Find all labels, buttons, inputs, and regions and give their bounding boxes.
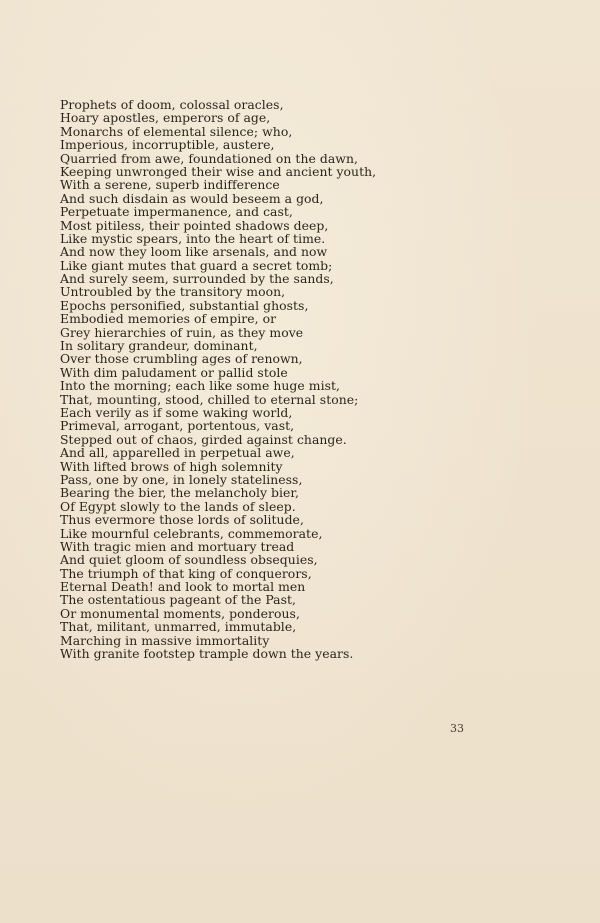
poem-line: Untroubled by the transitory moon, — [60, 284, 286, 300]
poem-line: Embodied memories of empire, or — [60, 311, 277, 327]
poem-line: With tragic mien and mortuary tread — [60, 538, 295, 554]
poem-line: Like giant mutes that guard a secret tomb; — [60, 257, 333, 273]
poem-line: With a serene, superb indifference — [60, 177, 280, 193]
poem-line: Like mystic spears, into the heart of time. — [60, 230, 326, 246]
poem-line: Epochs personified, substantial ghosts, — [60, 297, 309, 313]
poem-line: Over those crumbling ages of renown, — [60, 351, 303, 367]
poem-line: Or monumental moments, ponderous, — [60, 605, 300, 621]
poem-line: The ostentatious pageant of the Past, — [60, 592, 297, 608]
poem-line: Keeping unwronged their wise and ancient youth, — [60, 163, 377, 179]
poem-line: And quiet gloom of soundless obsequies, — [60, 552, 318, 568]
poem-line: Hoary apostles, emperors of age, — [60, 110, 271, 126]
poem-line: That, militant, unmarred, immutable, — [60, 619, 297, 635]
poem-line: Of Egypt slowly to the lands of sleep. — [60, 498, 296, 514]
poem-line: That, mounting, stood, chilled to eternal stone; — [60, 391, 359, 407]
poem-line: And surely seem, surrounded by the sands, — [60, 271, 334, 287]
page-number: 33 — [450, 722, 464, 735]
poem-line: The triumph of that king of conquerors, — [60, 565, 312, 581]
poem-line: In solitary grandeur, dominant, — [60, 338, 258, 354]
poem-line: Bearing the bier, the melancholy bier, — [60, 485, 300, 501]
poem-line: Imperious, incorruptible, austere, — [60, 137, 275, 153]
poem-line: Grey hierarchies of ruin, as they move — [60, 324, 304, 340]
poem-line: And all, apparelled in perpetual awe, — [60, 445, 295, 461]
poem-line: With lifted brows of high solemnity — [60, 458, 283, 474]
poem-line: With dim paludament or pallid stole — [60, 364, 288, 380]
poem-line: Perpetuate impermanence, and cast, — [60, 204, 293, 220]
poem-line: Thus evermore those lords of solitude, — [60, 512, 304, 528]
poem-text — [60, 98, 560, 660]
poem-line: Pass, one by one, in lonely stateliness, — [60, 471, 303, 487]
poem-line: Quarried from awe, foundationed on the dawn, — [60, 150, 358, 166]
poem-line: And now they loom like arsenals, and now — [60, 244, 328, 260]
poem-line: Each verily as if some waking world, — [60, 404, 293, 420]
poem-line: Most pitiless, their pointed shadows deep, — [60, 217, 329, 233]
poem-line: Monarchs of elemental silence; who, — [60, 123, 293, 139]
poem-line: And such disdain as would beseem a god, — [60, 190, 324, 206]
poem-line: Marching in massive immortality — [60, 632, 270, 648]
poem-line: Like mournful celebrants, commemorate, — [60, 525, 323, 541]
poem-line: Stepped out of chaos, girded against change. — [60, 431, 347, 447]
poem-line: Into the morning; each like some huge mist, — [60, 378, 341, 394]
poem-line: Prophets of doom, colossal oracles, — [60, 97, 284, 112]
poem-line: Eternal Death! and look to mortal men — [60, 579, 306, 595]
poem-line: With granite footstep trample down the years. — [60, 646, 354, 662]
poem-line: Primeval, arrogant, portentous, vast, — [60, 418, 295, 434]
